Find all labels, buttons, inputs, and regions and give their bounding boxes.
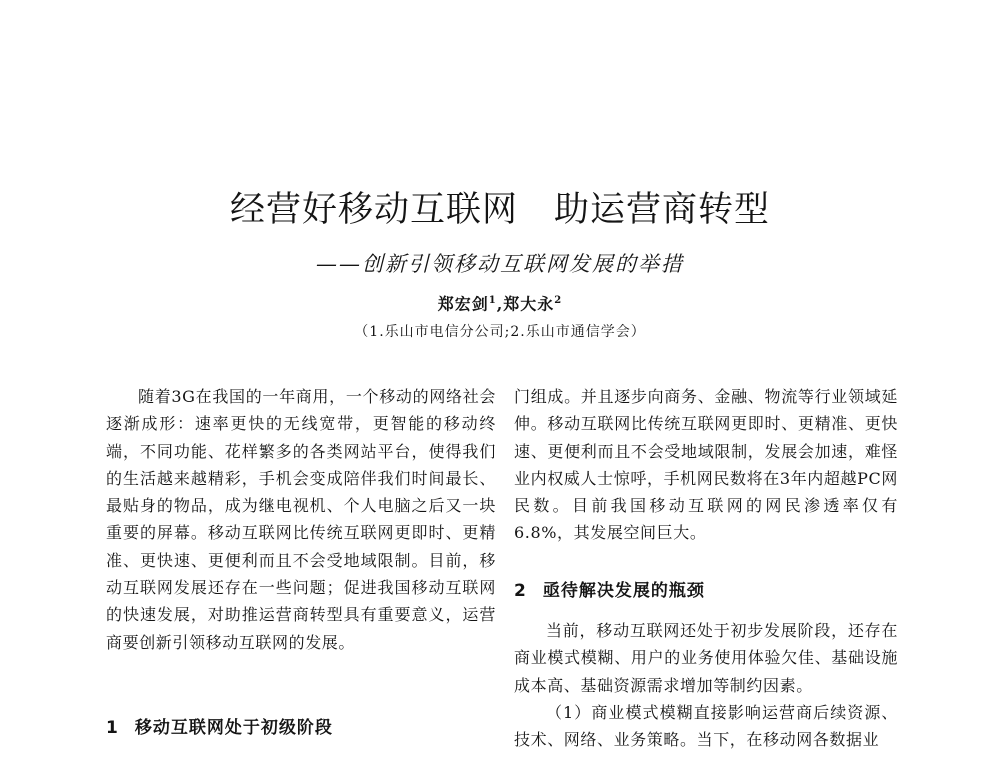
author-affiliation-mark: 2 [554, 295, 563, 306]
section-heading-1 [106, 713, 333, 738]
section-title: 亟待解决发展的瓶颈 [542, 581, 705, 601]
section-number: 2 [514, 581, 527, 601]
author-name: 郑大永 [503, 294, 555, 314]
left-column [106, 383, 496, 656]
intro-paragraph: 随着3G在我国的一年商用，一个移动的网络社会逐渐成形：速率更快的无线宽带，更智能的移动终端，不同功能、花样繁多的各类网站平台，使得我们的生活越来越精彩，手机会变成陪伴我们时间最长、最贴身的物品，成为继电视机、个人电脑之后又一块重要的屏幕。移动互联网比传统互联网更即时、更精准、更快速、更便利而且不会受地域限制。目前，移动互联网发展还存在一些问题；促进我国移动互联网的快速发展，对助推运营商转型具有重要意义，运营商要创新引领移动互联网的发展。 [106, 387, 496, 652]
section-heading-2 [514, 576, 705, 601]
body-paragraph: 门组成。并且逐步向商务、金融、物流等行业领域延伸。移动互联网比传统互联网更即时、更精准、更快速、更便利而且不会受地域限制，发展会加速，难怪业内权威人士惊呼，手机网民数将在3年内超越PC网民数。目前我国移动互联网的网民渗透率仅有6.8%，其发展空间巨大。 [514, 387, 898, 543]
article-subtitle: ——创新引领移动互联网发展的举措 [316, 252, 684, 276]
body-paragraph: 当前，移动互联网还处于初步发展阶段，还存在商业模式模糊、用户的业务使用体验欠佳、基础设施成本高、基础资源需求增加等制约因素。 [514, 621, 898, 695]
author-name: 郑宏剑 [437, 294, 489, 314]
author-separator: , [496, 294, 504, 314]
author-affiliation-mark: 1 [488, 295, 497, 306]
right-column-continued [514, 617, 898, 753]
author-affiliation: （1.乐山市电信分公司;2.乐山市通信学会） [354, 324, 646, 340]
body-paragraph: （1）商业模式模糊直接影响运营商后续资源、技术、网络、业务策略。当下，在移动网各数据业 [514, 702, 898, 750]
author-line [0, 290, 1000, 315]
section-number: 1 [106, 718, 119, 738]
section-title: 移动互联网处于初级阶段 [134, 718, 333, 738]
right-column [514, 383, 898, 547]
article-title: 经营好移动互联网 助运营商转型 [229, 190, 770, 230]
